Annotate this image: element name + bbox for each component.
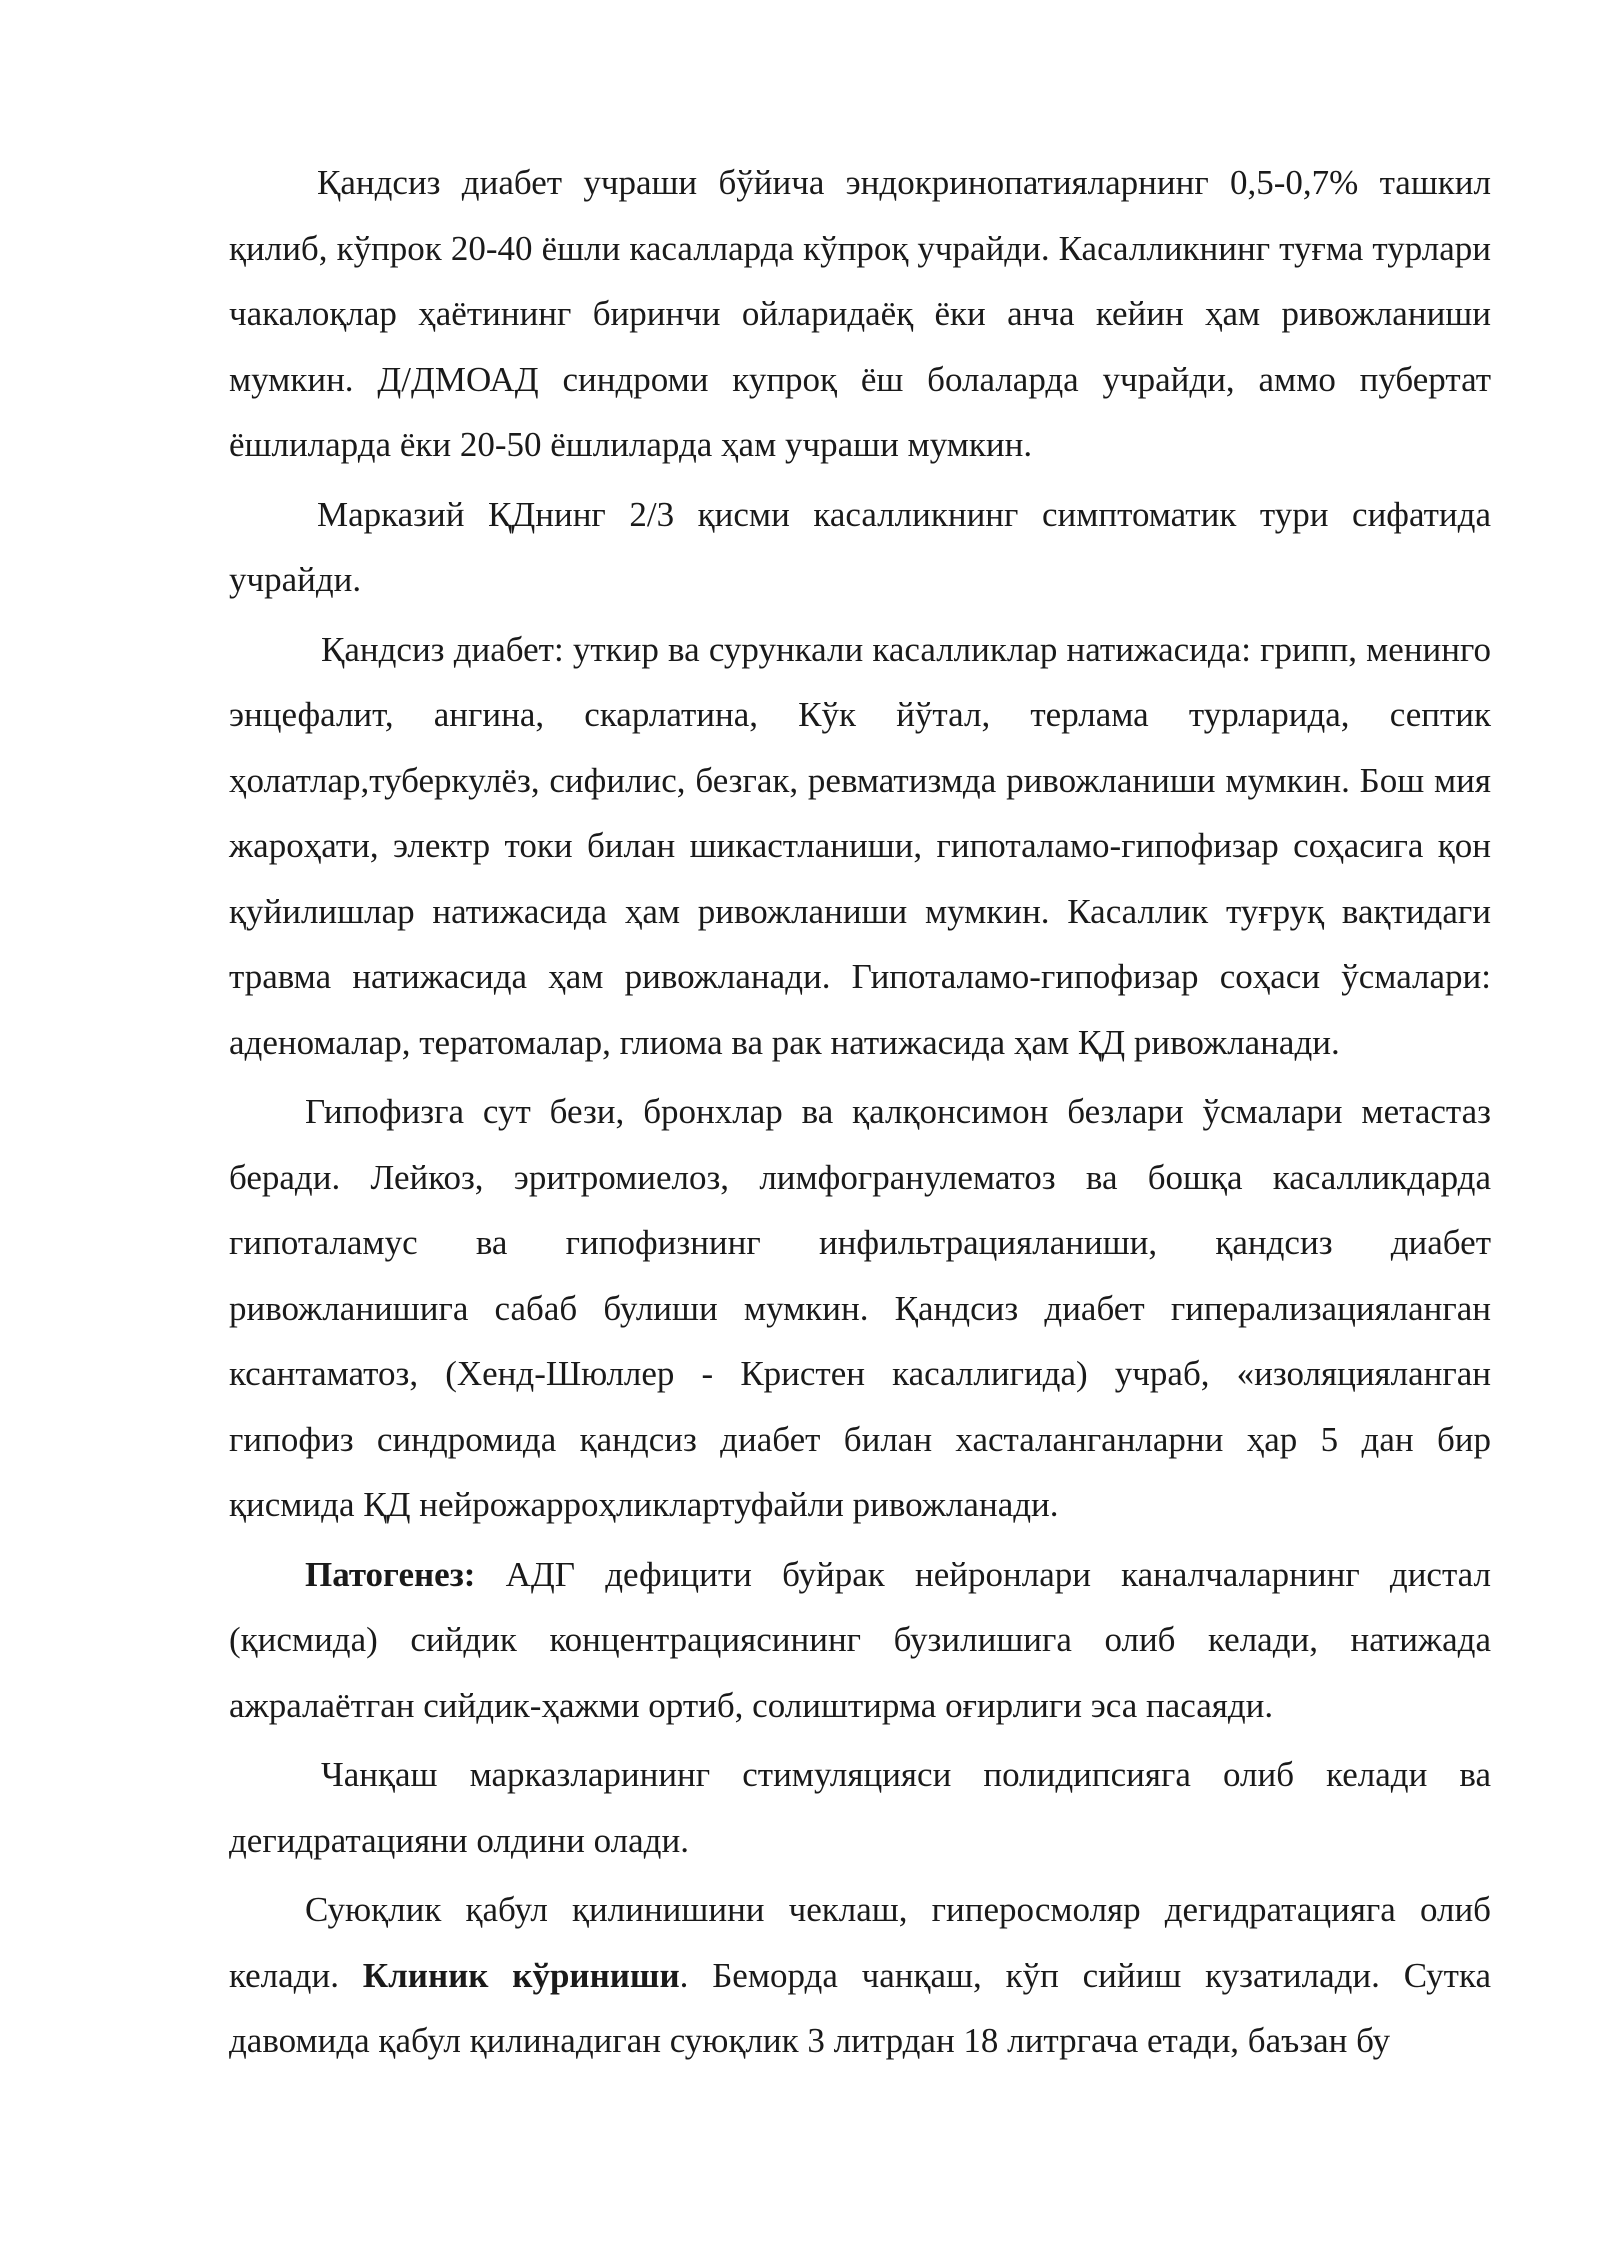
document-page xyxy=(229,150,1491,2078)
clinical-heading: Клиник кўриниши xyxy=(362,1955,680,1995)
paragraph-thirst xyxy=(229,1742,1491,1873)
paragraph-causes xyxy=(229,617,1491,1076)
paragraph-prevalence xyxy=(229,150,1491,478)
paragraph-metastasis xyxy=(229,1079,1491,1538)
paragraph-text: Қандсиз диабет учраши бўйича эндокринопатияларнинг 0,5-0,7% ташкил қилиб, кўпрок 20-40 ёшли касалларда кўпроқ учрайди. Касалликнинг туғма турлари чакалоқлар ҳаётининг биринчи ойларидаёқ ёки анча кейин ҳам ривожланиши мумкин. Д/ДМОАД синдроми купроқ ёш болаларда учрайди, аммо пубертат ёшлиларда ёки 20-50 ёшлиларда ҳам учраши мумкин. xyxy=(229,163,1491,464)
paragraph-text: Чанқаш марказларининг стимуляцияси полидипсияга олиб келади ва дегидратацияни олдини олади. xyxy=(229,1755,1491,1860)
paragraph-text: Суюқлик қабул қилинишини чеклаш, гиперосмоляр дегидратацияга олиб келади. xyxy=(229,1890,1491,1995)
paragraph-clinical xyxy=(229,1877,1491,2074)
paragraph-pathogenesis xyxy=(229,1542,1491,1739)
pathogenesis-heading: Патогенез: xyxy=(305,1554,476,1594)
paragraph-text: Марказий ҚДнинг 2/3 қисми касалликнинг симптоматик тури сифатида учрайди. xyxy=(229,494,1491,599)
paragraph-text: . Беморда чанқаш, кўп сийиш кузатилади. Сутка давомида қабул қилинадиган суюқлик 3 литрдан 18 литргача етади, баъзан бу xyxy=(229,1955,1491,2060)
paragraph-text: Қандсиз диабет: уткир ва сурункали касалликлар натижасида: грипп, менинго энцефалит, ангина, скарлатина, Кўк йўтал, терлама турларида, септик ҳолатлар,туберкулёз, сифилис, безгак, ревматизмда ривожланиши мумкин. Бош мия жароҳати, электр токи билан шикастланиши, гипоталамо-гипофизар соҳасига қон қуйилишлар натижасида ҳам ривожланиши мумкин. Касаллик туғруқ вақтидаги травма натижасида ҳам ривожланади. Гипоталамо-гипофизар соҳаси ўсмалари: аденомалар, тератомалар, глиома ва рак натижасида ҳам ҚД ривожланади. xyxy=(229,629,1491,1062)
paragraph-central-di xyxy=(229,482,1491,613)
paragraph-text: Гипофизга сут бези, бронхлар ва қалқонсимон безлари ўсмалари метастаз беради. Лейкоз, эритромиелоз, лимфогранулематоз ва бошқа касалликдарда гипоталамус ва гипофизнинг инфильтрацияланиши, қандсиз диабет ривожланишига сабаб булиши мумкин. Қандсиз диабет гиперализацияланган ксантаматоз, (Хенд-Шюллер - Кристен касаллигида) учраб, «изоляцияланган гипофиз синдромида қандсиз диабет билан хасталанганларни ҳар 5 дан бир қисмида ҚД нейрожарроҳликлартуфайли ривожланади. xyxy=(229,1092,1491,1524)
paragraph-text: АДГ дефицити буйрак нейронлари каналчаларнинг дистал (қисмида) сийдик концентрациясининг бузилишига олиб келади, натижада ажралаётган сийдик-ҳажми ортиб, солиштирма оғирлиги эса пасаяди. xyxy=(229,1554,1491,1725)
